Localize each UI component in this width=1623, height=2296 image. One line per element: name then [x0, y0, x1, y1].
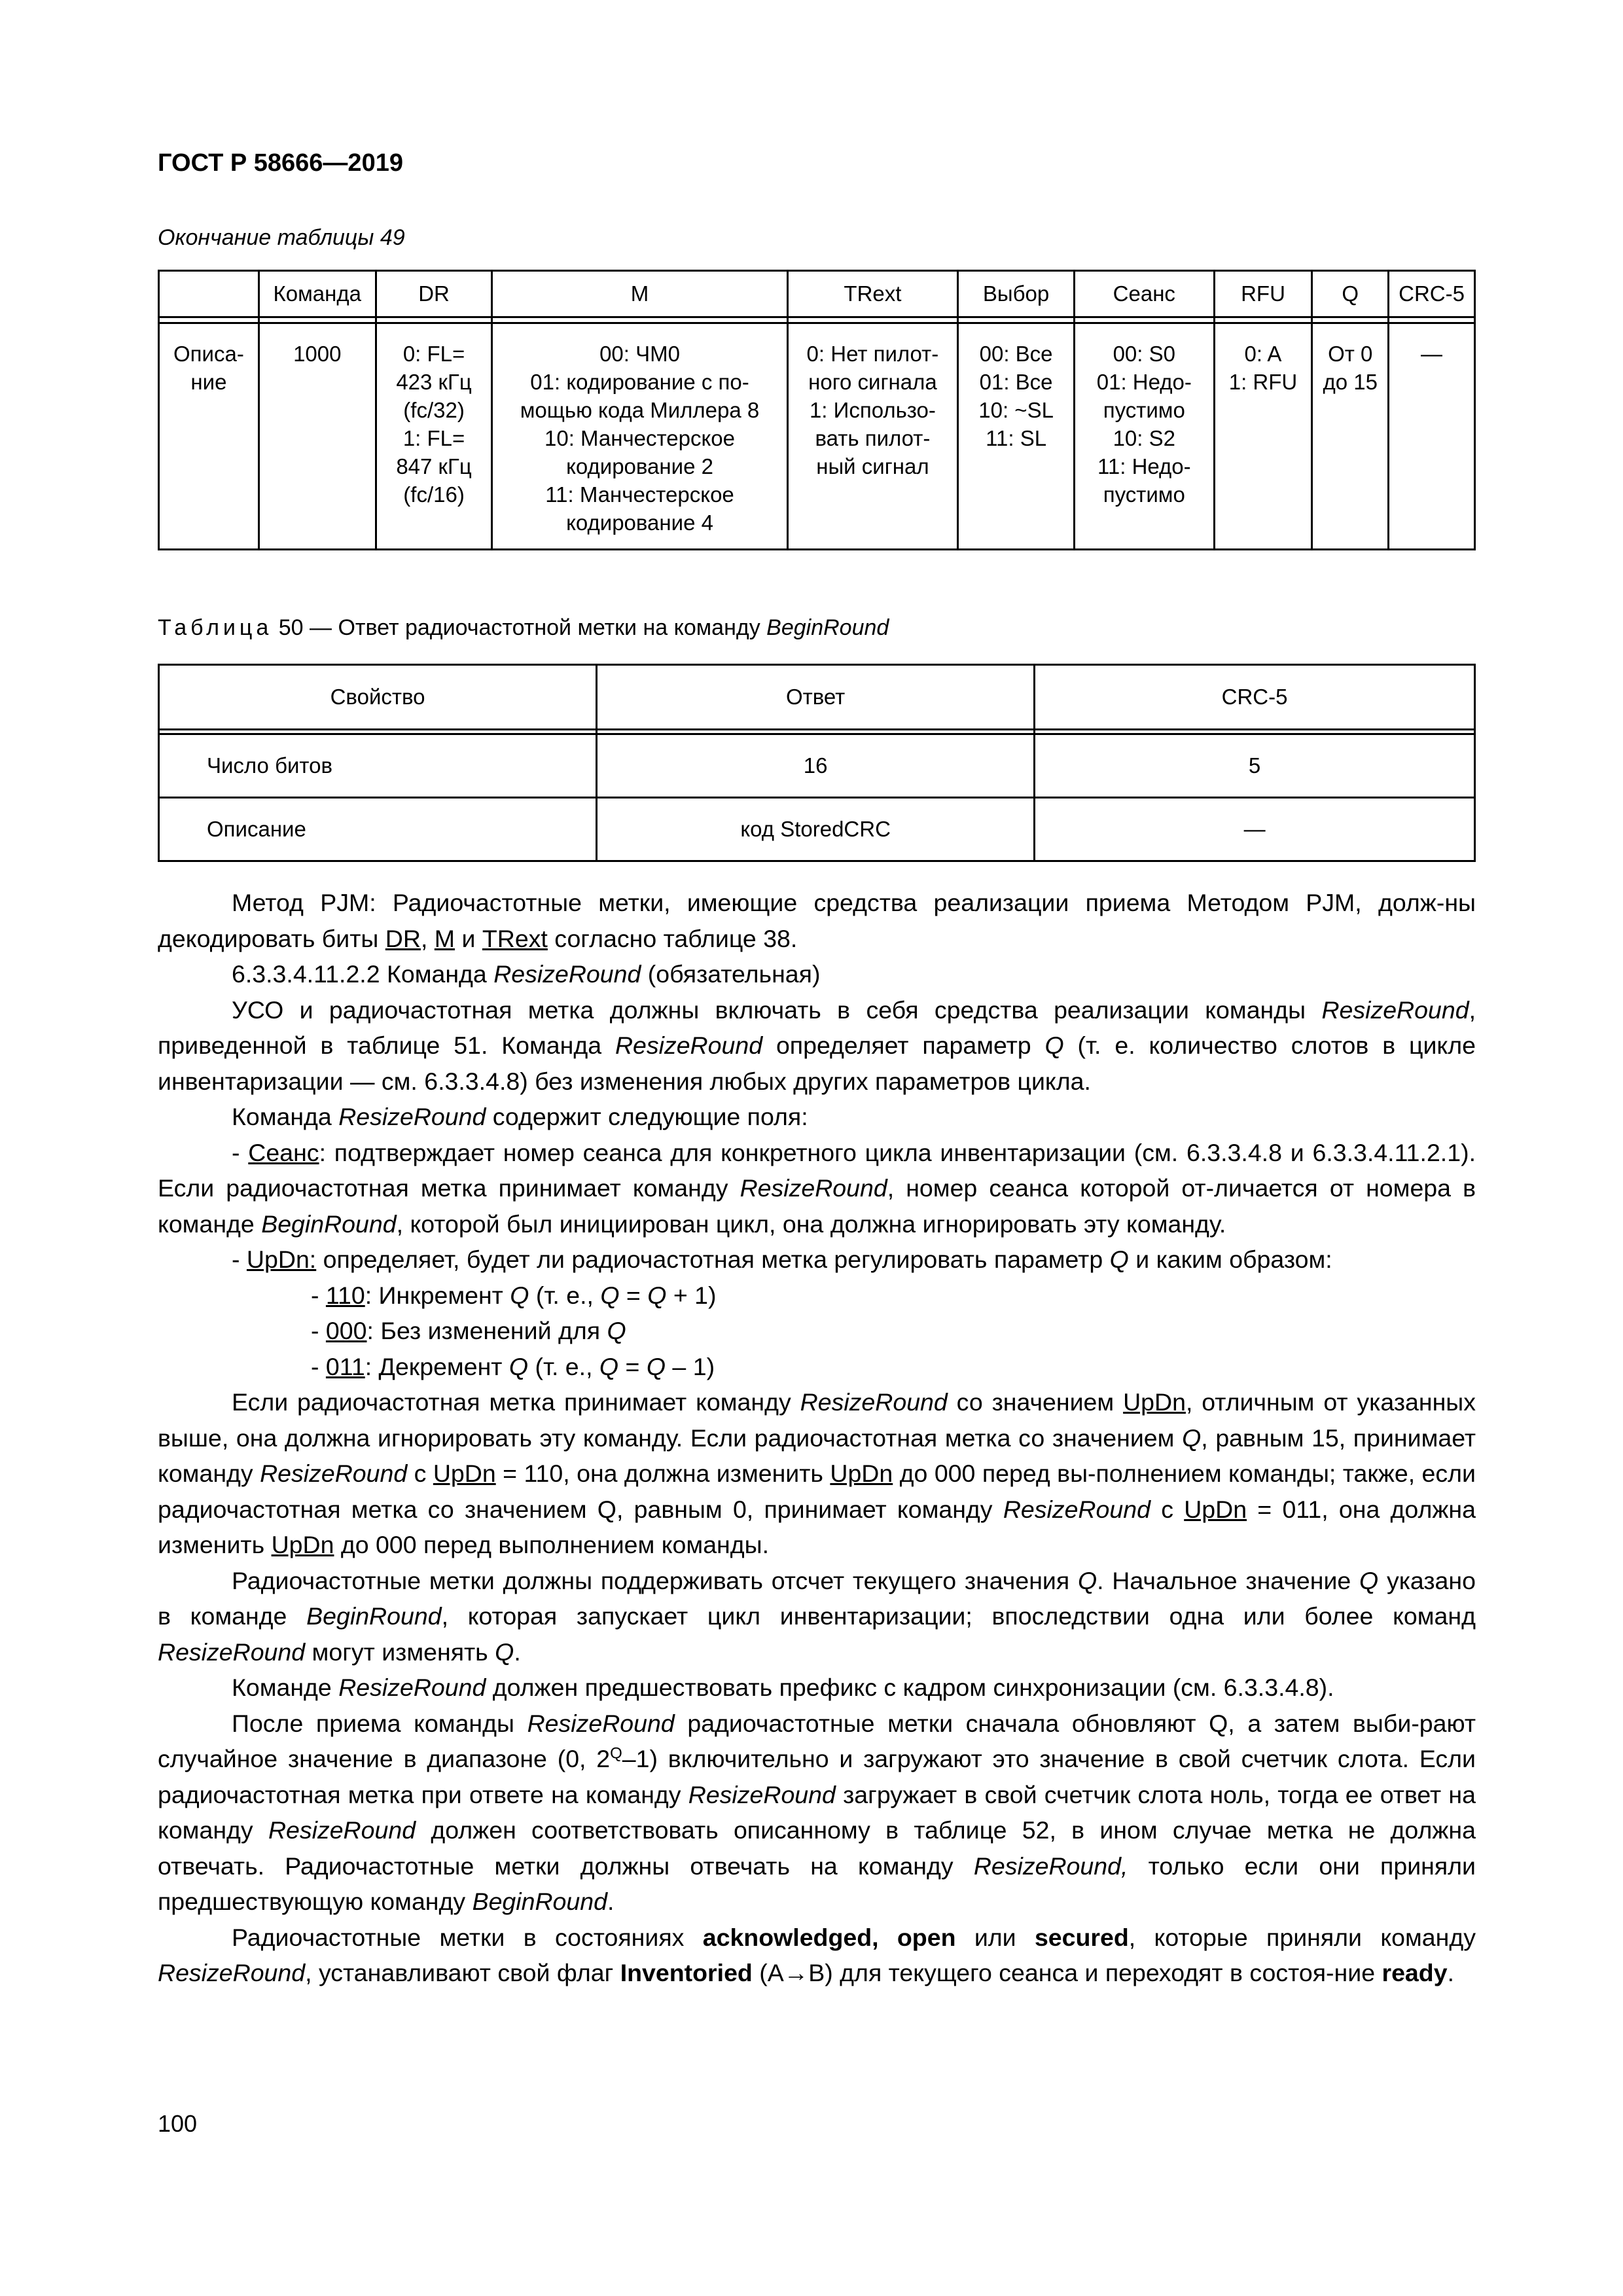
table-50-col-crc5: CRC-5: [1035, 665, 1475, 730]
table-49-col-select: Выбор: [958, 271, 1075, 317]
table-50-caption-text: 50 — Ответ радиочастотной метки на команду: [278, 615, 760, 640]
table-49-col-q: Q: [1312, 271, 1389, 317]
table-49-col-rfu: RFU: [1214, 271, 1312, 317]
paragraph-pjm: Метод PJM: Радиочастотные метки, имеющие средства реализации приема Методом PJM, долж-ны декодировать биты DR, M и TRext согласно таблице 38.: [158, 889, 1476, 952]
table-cell: Число битов: [159, 734, 597, 798]
table-cell: —: [1389, 323, 1475, 550]
table-cell: 1000: [259, 323, 376, 550]
table-49-col-m: M: [492, 271, 787, 317]
list-item-session: - Сеанс: подтверждает номер сеанса для конкретного цикла инвентаризации (см. 6.3.3.4.8 и 6.3.3.4.11.2.1). Если радиочастотная метка принимает команду ResizeRound, номер сеанса которой от-личается от номера в команде BeginRound, которой был инициирован цикл, она должна игнорировать эту команду.: [158, 1138, 1476, 1238]
table-50-col-response: Ответ: [597, 665, 1035, 730]
table-49-col-crc5: CRC-5: [1389, 271, 1475, 317]
paragraph: Радиочастотные метки в состояниях acknowledged, open или secured, которые приняли команду ResizeRound, устанавливают свой флаг Inventoried (A→B) для текущего сеанса и переходят в состоя-ние ready.: [158, 1923, 1476, 1986]
table-cell: код StoredCRC: [597, 798, 1035, 861]
table-50-col-property: Свойство: [159, 665, 597, 730]
paragraph: Команда ResizeRound содержит следующие поля:: [232, 1103, 808, 1130]
table-separator: [159, 730, 1475, 734]
table-cell: —: [1035, 798, 1475, 861]
paragraph: УСО и радиочастотная метка должны включать в себя средства реализации команды ResizeRound, приведенной в таблице 51. Команда ResizeRound определяет параметр Q (т. е. количество слотов в цикле инвентаризации — см. 6.3.3.4.8) без изменения любых других параметров цикла.: [158, 996, 1476, 1095]
table-cell: 0: Нет пилот- ного сигнала 1: Использо- вать пилот- ный сигнал: [787, 323, 958, 550]
paragraph: После приема команды ResizeRound радиочастотные метки сначала обновляют Q, а затем выби-рают случайное значение в диапазоне (0, $2^Q-1$) включительно и загружают это значение в свой счетчик слота. Если радиочастотная метка при ответе на команду ResizeRound загружает в свой счетчик слота ноль, тогда ее ответ на команду ResizeRound должен соответствовать описанному в таблице 52, в ином случае метка не должна отвечать. Радиочастотные метки должны отвечать на команду ResizeRound, только если они приняли предшествующую команду BeginRound.: [158, 1709, 1476, 1915]
table-49: [158, 270, 1476, 550]
page-number: 100: [158, 2110, 198, 2137]
table-50-caption: [158, 615, 889, 641]
table-49-header-row: [159, 271, 1475, 317]
table-50: [158, 664, 1476, 862]
table-50-caption-label: Таблица: [158, 615, 273, 640]
table-50-caption-command: BeginRound: [766, 615, 889, 640]
paragraph: Радиочастотные метки должны поддерживать отсчет текущего значения Q. Начальное значение Q указано в команде BeginRound, которая запускает цикл инвентаризации; впоследствии одна или более команд ResizeRound могут изменять Q.: [158, 1566, 1476, 1666]
document-header: ГОСТ Р 58666—2019: [158, 149, 403, 177]
paragraph: Если радиочастотная метка принимает команду ResizeRound со значением UpDn, отличным от указанных выше, она должна игнорировать эту команду. Если радиочастотная метка со значением Q, равным 15, принимает команду ResizeRound с UpDn = 110, она должна изменить UpDn до 000 перед вы-полнением команды; также, если радиочастотная метка со значением Q, равным 0, принимает команду ResizeRound с UpDn = 011, она должна изменить UpDn до 000 перед выполнением команды.: [158, 1388, 1476, 1558]
table-cell: Описание: [159, 798, 597, 861]
list-item: - 110: Инкремент Q (т. е., Q = Q + 1): [311, 1281, 717, 1309]
table-cell: 00: S0 01: Недо- пустимо 10: S2 11: Недо- пустимо: [1074, 323, 1214, 550]
table-cell: 00: Все 01: Все 10: ~SL 11: SL: [958, 323, 1075, 550]
table-row: [159, 734, 1475, 798]
table-cell: От 0 до 15: [1312, 323, 1389, 550]
table-50-header-row: [159, 665, 1475, 730]
table-49-row-description: [159, 323, 1475, 550]
table-49-col-dr: DR: [376, 271, 492, 317]
paragraph: Команде ResizeRound должен предшествовать префикс с кадром синхронизации (см. 6.3.3.4.8).: [232, 1674, 1334, 1701]
table-cell: 5: [1035, 734, 1475, 798]
list-item: - 011: Декремент Q (т. е., Q = Q – 1): [311, 1352, 715, 1380]
table-49-col-trext: TRext: [787, 271, 958, 317]
table-separator: [159, 317, 1475, 323]
table-cell: 16: [597, 734, 1035, 798]
table-cell: 00: ЧМ0 01: кодирование с по- мощью кода Миллера 8 10: Манчестерское кодирование 2 11: Манчестерское кодирование 4: [492, 323, 787, 550]
table-cell: Описа- ние: [159, 323, 259, 550]
list-item: - 000: Без изменений для Q: [311, 1317, 626, 1344]
list-item-updn: - UpDn: определяет, будет ли радиочастотная метка регулировать параметр Q и каким образом:: [232, 1246, 1332, 1273]
table-row: [159, 798, 1475, 861]
table-49-caption: Окончание таблицы 49: [158, 225, 405, 250]
table-49-col-0: [159, 271, 259, 317]
table-49-col-command: Команда: [259, 271, 376, 317]
table-49-col-session: Сеанс: [1074, 271, 1214, 317]
table-cell: 0: A 1: RFU: [1214, 323, 1312, 550]
section-heading: 6.3.3.4.11.2.2 Команда ResizeRound (обязательная): [232, 960, 821, 988]
body-text: [158, 885, 1476, 1991]
table-cell: 0: FL= 423 кГц (fc/32) 1: FL= 847 кГц (fc/16): [376, 323, 492, 550]
